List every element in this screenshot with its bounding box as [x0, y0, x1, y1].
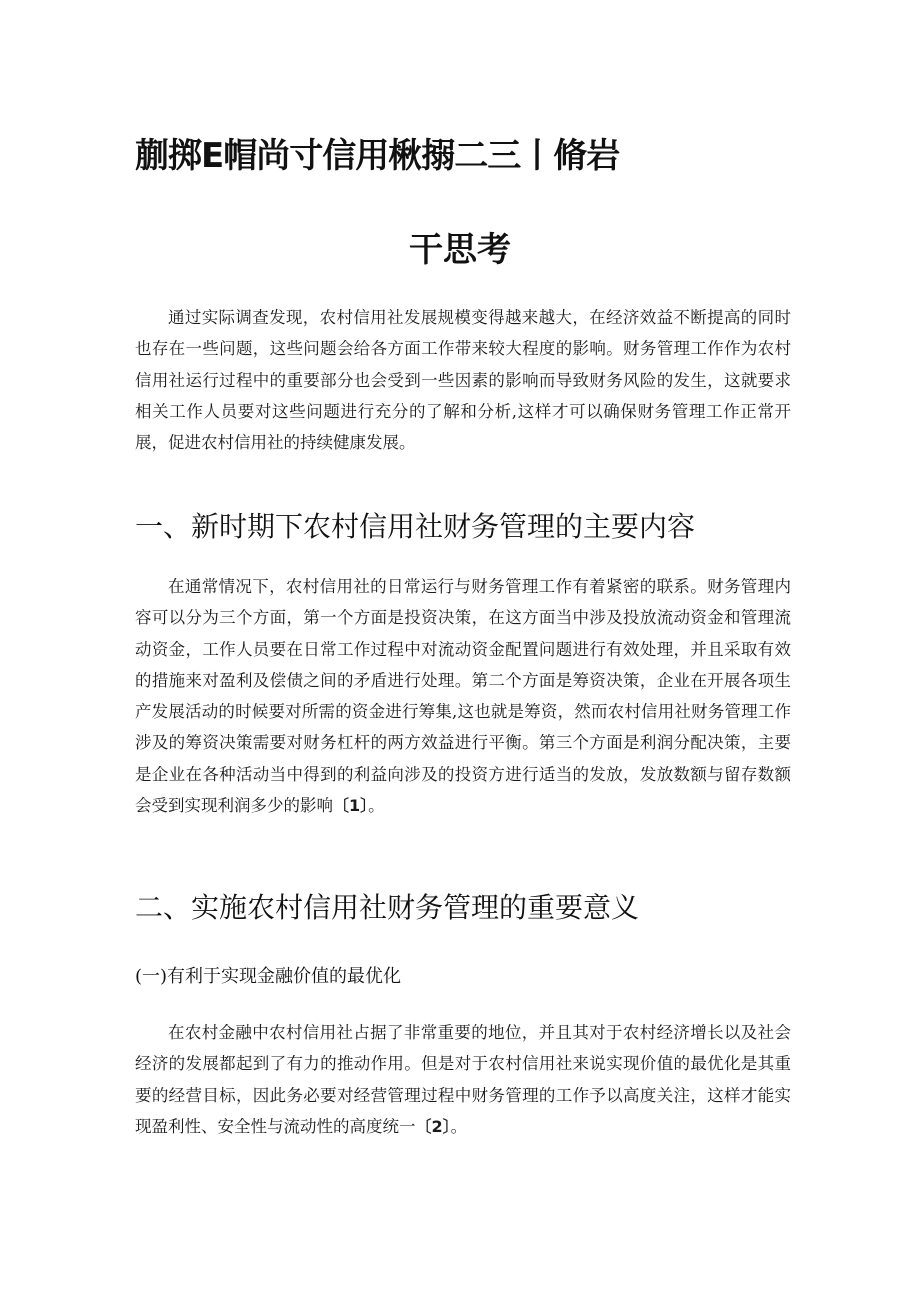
- section-1-body: 在通常情况下，农村信用社的日常运行与财务管理工作有着紧密的联系。财务管理内容可以分为三个方面，第一个方面是投资决策，在这方面当中涉及投放流动资金和管理流动资金，工作人员要在日常工作过程中对流动资金配置问题进行有效处理，并且采取有效的措施来对盈利及偿债之间的矛盾进行处理。第二个方面是筹资决策，企业在开展各项生产发展活动的时候要对所需的资金进行筹集,这也就是筹资，然而农村信用社财务管理工作涉及的筹资决策需要对财务杠杆的两方效益进行平衡。第三个方面是利润分配决策，主要是企业在各种活动当中得到的利益向涉及的投资方进行适当的发放，发放数额与留存数额会受到实现利润多少的影响: [135, 577, 791, 816]
- document-title-line-2: 干思考: [409, 230, 511, 270]
- subsection-2-1-end: 。: [450, 1116, 468, 1136]
- subsection-2-1-paragraph: [135, 1017, 791, 1142]
- section-1-end: 。: [368, 796, 385, 816]
- section-2-heading: 二、实施农村信用社财务管理的重要意义: [135, 891, 640, 924]
- subsection-2-1-body: 在农村金融中农村信用社占据了非常重要的地位，并且其对于农村经济增长以及社会经济的发展都起到了有力的推动作用。但是对于农村信用社来说实现价值的最优化是其重要的经营目标，因此务必要对经营管理过程中财务管理的工作予以高度关注，这样才能实现盈利性、安全性与流动性的高度统一: [135, 1023, 791, 1136]
- citation-ref-2: 〔2〕: [415, 1116, 451, 1136]
- intro-paragraph: 通过实际调查发现，农村信用社发展规模变得越来越大，在经济效益不断提高的同时也存在一些问题，这些问题会给各方面工作带来较大程度的影响。财务管理工作作为农村信用社运行过程中的重要部分也会受到一些因素的影响而导致财务风险的发生，这就要求相关工作人员要对这些问题进行充分的了解和分析,这样才可以确保财务管理工作正常开展，促进农村信用社的持续健康发展。: [135, 308, 791, 453]
- section-1-heading: 一、新时期下农村信用社财务管理的主要内容: [135, 510, 696, 543]
- citation-ref-1: 〔1〕: [333, 796, 369, 816]
- section-1-paragraph: [135, 571, 791, 821]
- document-title-line-1: 蒯掷E帽尚寸信用楸搦二三丨脩岩: [135, 136, 620, 176]
- subsection-2-1-heading: (一)有利于实现金融价值的最优化: [135, 966, 402, 987]
